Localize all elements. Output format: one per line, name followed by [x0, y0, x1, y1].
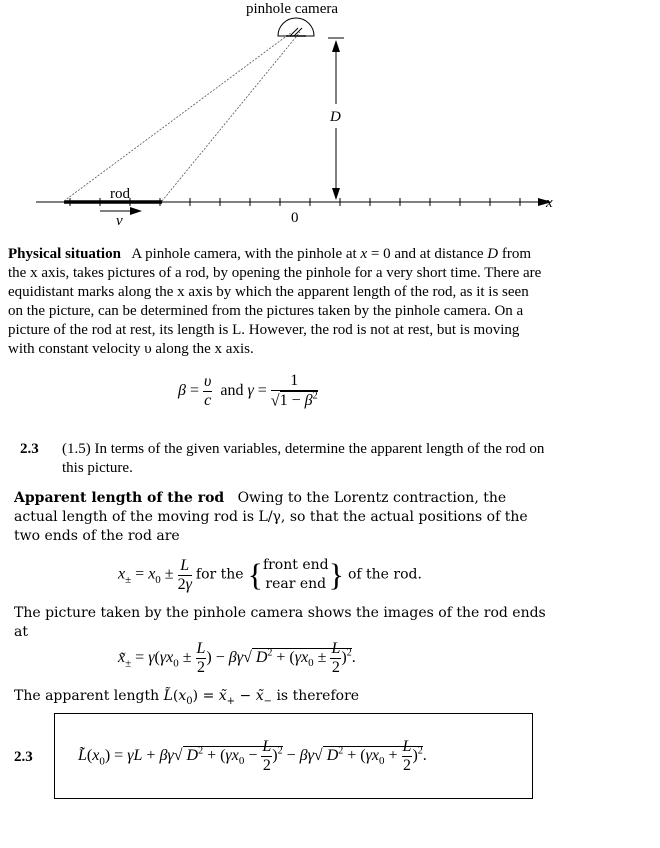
final-answer-equation: $L̃(x_0) = \gamma L + \beta\gamma√$ $D^2 + (\gamma x_0$ − $\frac{L}{2}$ )$^2$ − βγ√ $D^2 + (\gamma x_0$ + $\frac{L}{2}$ )$^2$.	[78, 738, 427, 774]
box-label: 2.3	[14, 749, 33, 765]
velocity-arrowhead	[130, 207, 142, 215]
image-positions-equation: $x̃_\pm = \gamma(\gamma x_0$ ± $\frac{L}{2}$ ) − βγ√ $D^2 + (\gamma x_0$ ± $\frac{L}{2}$ )$^2$.	[118, 640, 356, 676]
question-text: (1.5) In terms of the given variables, determine the apparent length of the rod on this picture.	[62, 441, 545, 476]
situation-paragraph: Physical situation A pinhole camera, with the pinhole at x = 0 and at distance D from the x axis, takes pictures of a rod, by opening the pinhole for a very short time. There are equidistant marks along the x axis by which the apparent length of the rod, as it is seen on the picture, can be determined from the pictures taken by the pinhole camera. On a picture of the rod at rest, its length is L. However, the rod is not at rest, but is moving with constant velocity υ along the x axis.	[8, 246, 542, 357]
sight-line-front	[162, 32, 300, 201]
axis-label: x	[546, 195, 553, 211]
sight-line-rear	[64, 32, 292, 201]
camera-label: pinhole camera	[246, 1, 339, 17]
answer-intro: Apparent length of the rod Owing to the Lorentz contraction, the actual length of the moving rod is L/γ, so that the actual positions of the two ends of the rod are	[14, 490, 528, 544]
distance-label: D	[330, 109, 341, 125]
ends-equation: $x_\pm = x_0$ ± $\frac{L}{2\gamma}$ for the {front end rear end} of the rod.	[118, 556, 422, 593]
question-number: 2.3	[20, 441, 39, 457]
situation-heading: Physical situation	[8, 246, 121, 262]
origin-label: 0	[291, 210, 299, 226]
velocity-label: v	[116, 213, 123, 229]
answer-heading: Apparent length of the rod	[14, 490, 225, 506]
picture-text: The picture taken by the pinhole camera shows the images of the rod ends at	[14, 605, 546, 640]
rod-label: rod	[110, 186, 130, 202]
apparent-length-text: The apparent length $L̃(x_0)$ = $x̃_+$ − $x̃_-$ is therefore	[14, 688, 360, 707]
beta-gamma-definition: β = $\frac{\upsilon}{c}$ and γ = $\frac{1}{√1 - \beta^2}$	[178, 372, 318, 410]
